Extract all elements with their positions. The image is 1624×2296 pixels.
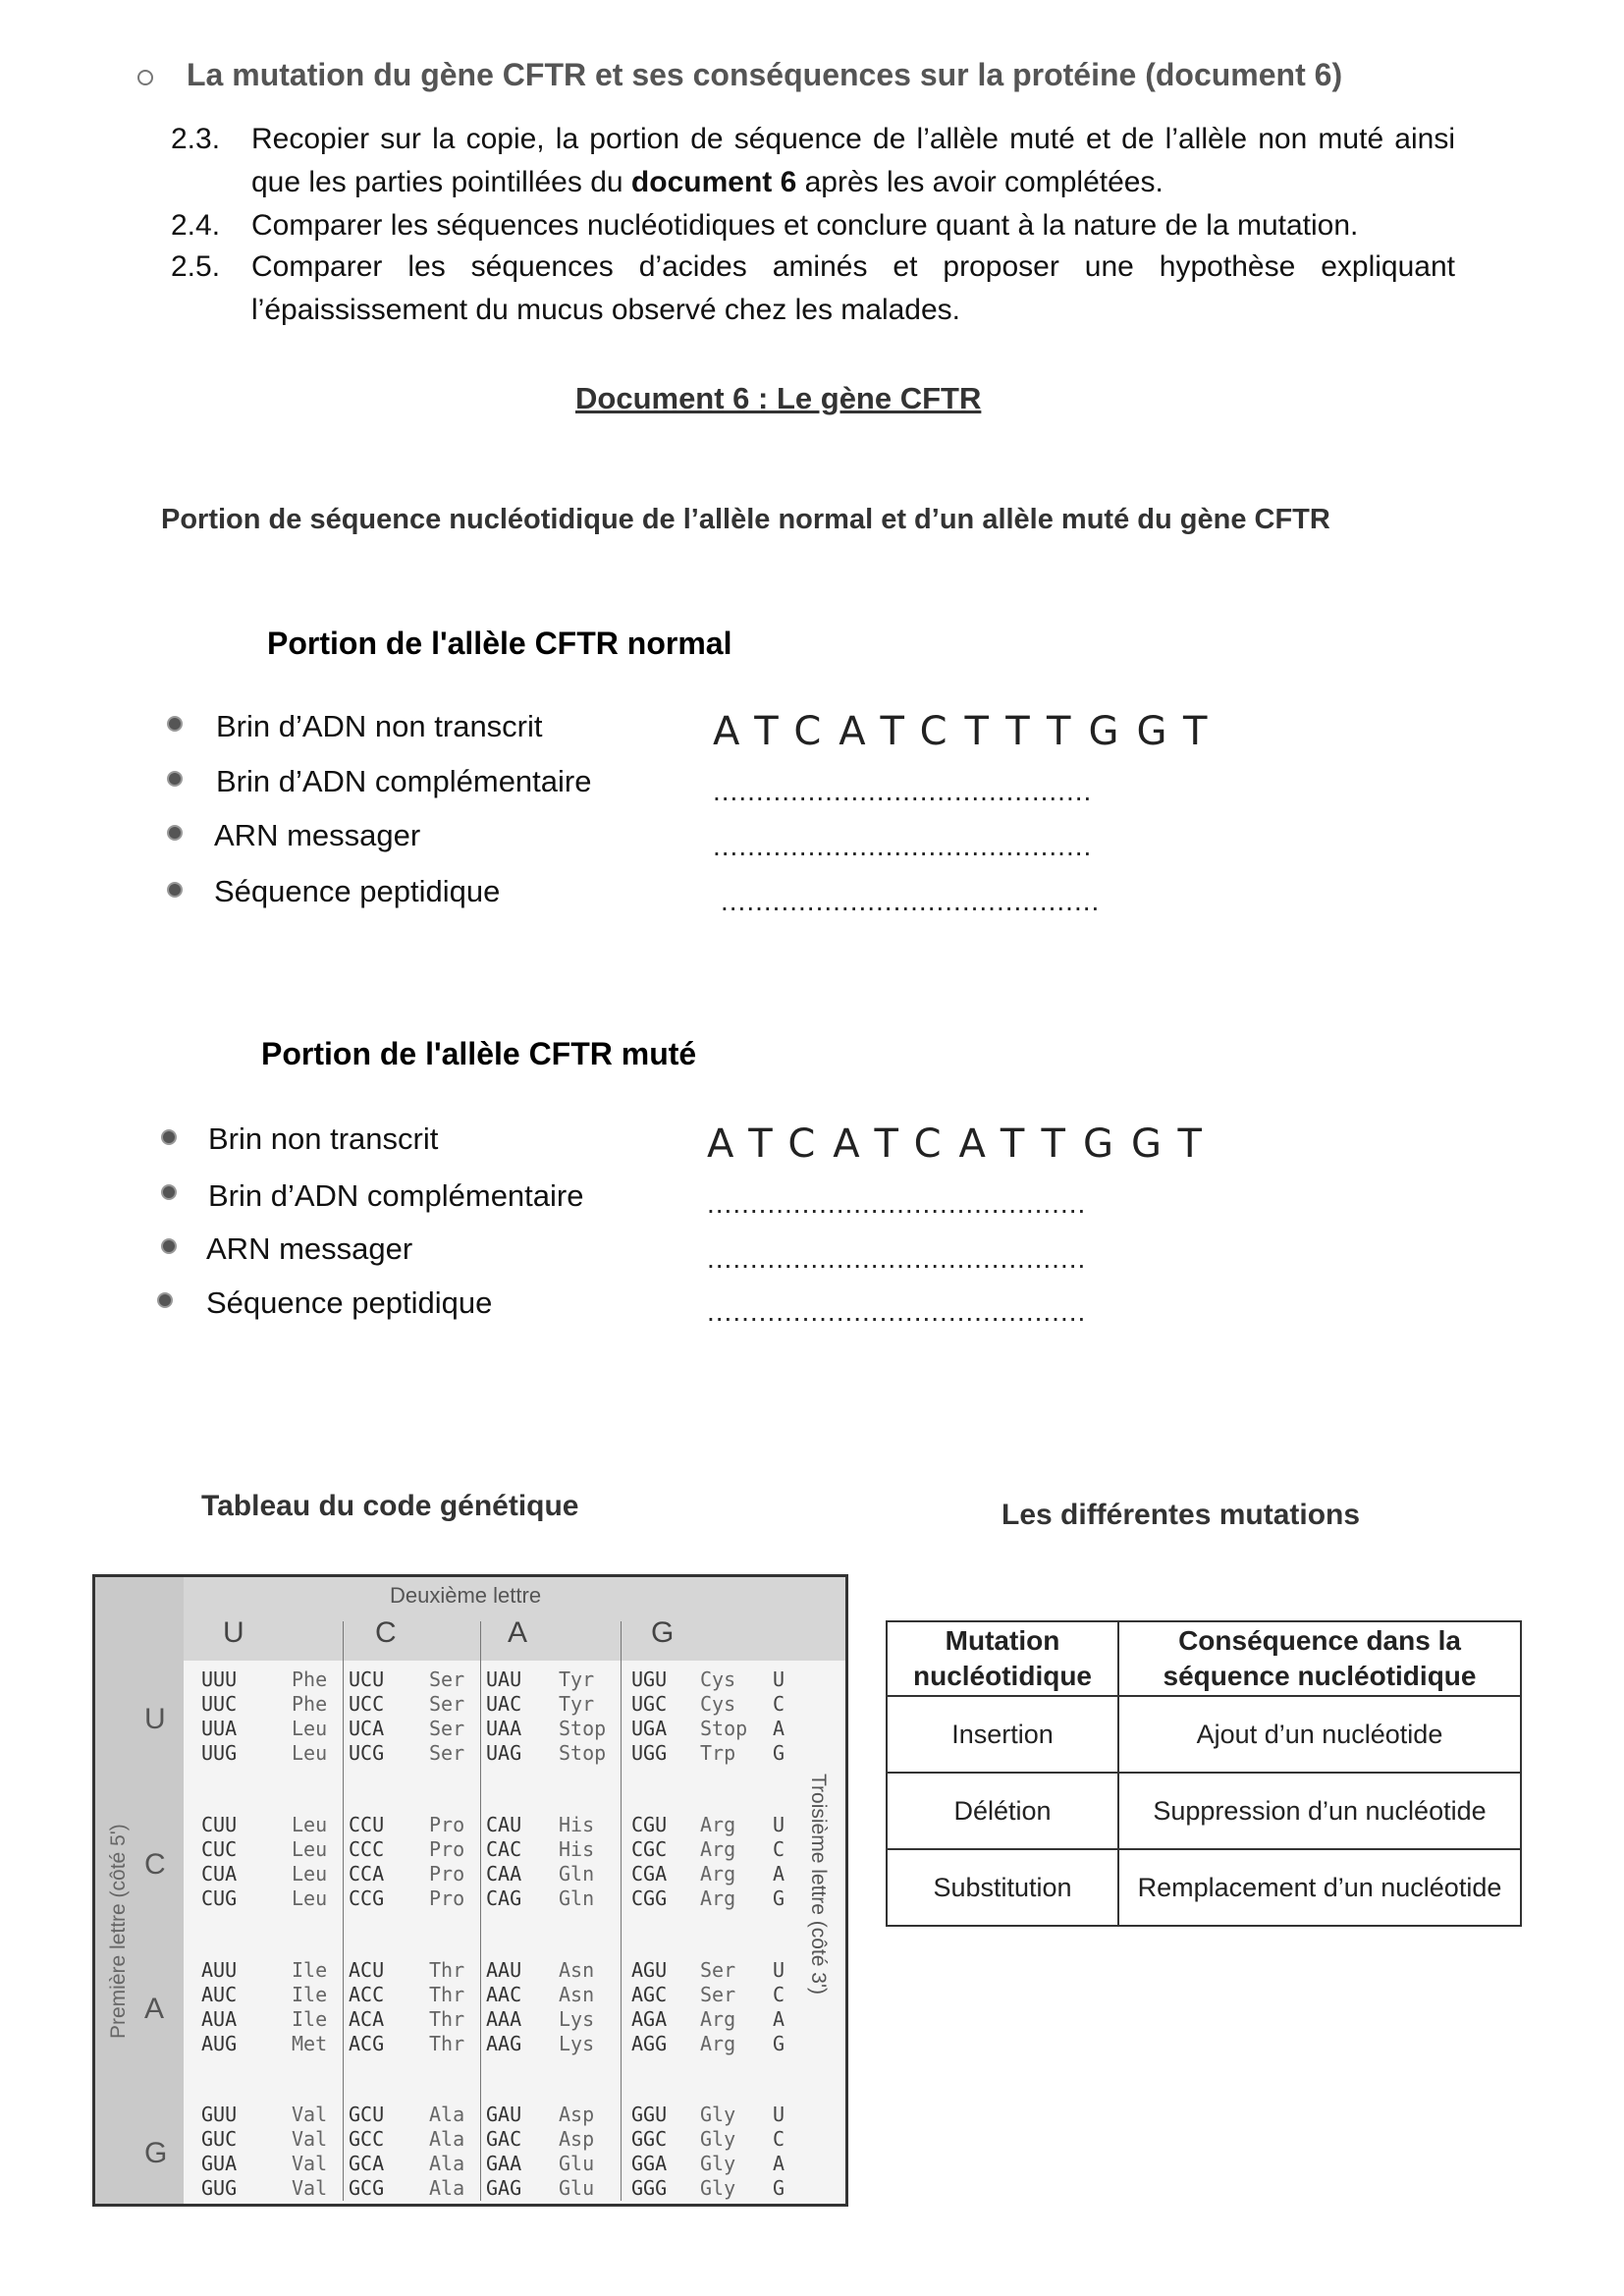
third-letter-list: U C A G [773,1958,785,2055]
mutated-allele-title: Portion de l'allèle CFTR muté [261,1036,697,1071]
amino-acid-list: Cys Cys Stop Trp [700,1667,748,1765]
mutated-row-label: Séquence peptidique [206,1285,493,1320]
codon-list: GCU GCC GCA GCG [349,2103,385,2200]
codon-list: AAU AAC AAA AAG [486,1958,522,2055]
first-letter-g: G [144,2137,168,2169]
codon-list: GAU GAC GAA GAG [486,2103,522,2200]
question-text: Comparer les séquences nucléotidiques et conclure quant à la nature de la mutation. [251,209,1359,242]
third-letter-label: Troisième lettre (côté 3') [807,1774,830,1995]
bullet-icon [137,70,153,85]
question-number: 2.3. [171,123,221,155]
third-letter-list: U C A G [773,1813,785,1910]
question-2-5 [171,246,1457,332]
mutation-consequence: Ajout d’un nucléotide [1118,1696,1521,1773]
mutations-table [886,1620,1522,1927]
question-text-b: après les avoir complétées. [796,166,1164,198]
codon-list: AGU AGC AGA AGG [631,1958,668,2055]
question-text: Comparer les séquences d’acides aminés et proposer une hypothèse expliquant l’épaississement du mucus observé chez les malades. [251,250,1455,326]
document-subtitle: Portion de séquence nucléotidique de l’allèle normal et d’un allèle muté du gène CFTR [161,504,1330,535]
question-text [251,118,1455,204]
normal-row-label: Brin d’ADN complémentaire [216,764,592,798]
codon-list: ACU ACC ACA ACG [349,1958,385,2055]
question-text-bold: document 6 [630,166,797,198]
codon-list: UAU UAC UAA UAG [486,1667,522,1765]
genetic-code-table [92,1574,848,2207]
second-letter-label: Deuxième lettre [390,1583,542,1608]
mutation-type: Insertion [887,1696,1118,1773]
second-letter-a: A [508,1616,528,1649]
genetic-code-title: Tableau du code génétique [201,1490,579,1522]
amino-acid-list: Gly Gly Gly Gly [700,2103,736,2200]
amino-acid-list: Arg Arg Arg Arg [700,1813,736,1910]
mutated-row-label: Brin non transcrit [208,1121,439,1156]
question-number: 2.5. [171,250,221,283]
normal-sequence: ATCATCTTTGGT [713,709,1225,754]
mutation-consequence: Suppression d’un nucléotide [1118,1773,1521,1849]
amino-acid-list: Asp Asp Glu Glu [559,2103,595,2200]
mutation-type: Délétion [887,1773,1118,1849]
bullet-icon [161,1129,177,1145]
codon-list: UGU UGC UGA UGG [631,1667,668,1765]
column-divider [480,1621,481,2201]
amino-acid-list: Asn Asn Lys Lys [559,1958,595,2055]
bullet-icon [157,1292,173,1308]
second-letter-c: C [375,1616,397,1649]
normal-row-label: Brin d’ADN non transcrit [216,709,543,743]
amino-acid-list: His His Gln Gln [559,1813,595,1910]
amino-acid-list: Tyr Tyr Stop Stop [559,1667,607,1765]
first-letter-u: U [144,1703,166,1735]
table-row [887,1849,1521,1926]
amino-acid-list: Ile Ile Ile Met [292,1958,328,2055]
table-row [887,1773,1521,1849]
mutation-consequence: Remplacement d’un nucléotide [1118,1849,1521,1926]
document-title: Document 6 : Le gène CFTR [575,381,982,415]
mutated-row-label: ARN messager [206,1231,413,1266]
normal-row-label: ARN messager [214,818,421,852]
amino-acid-list: Phe Phe Leu Leu [292,1667,328,1765]
codon-list: GGU GGC GGA GGG [631,2103,668,2200]
fill-in-dots: ............................................ [713,776,1093,806]
bullet-icon [161,1184,177,1200]
column-header: Mutation nucléotidique [887,1621,1118,1696]
column-divider [343,1621,344,2201]
normal-row-label: Séquence peptidique [214,874,501,908]
codon-list: CCU CCC CCA CCG [349,1813,385,1910]
first-letter-c: C [144,1848,166,1881]
table-row [887,1696,1521,1773]
normal-allele-title: Portion de l'allèle CFTR normal [267,626,732,661]
codon-list: UCU UCC UCA UCG [349,1667,385,1765]
table-header-row [887,1621,1521,1696]
fill-in-dots: ............................................ [721,886,1101,916]
bullet-icon [167,825,183,841]
amino-acid-list: Ser Ser Arg Arg [700,1958,736,2055]
bullet-icon [161,1238,177,1254]
mutation-type: Substitution [887,1849,1118,1926]
question-number: 2.4. [171,209,221,242]
column-divider [621,1621,622,2201]
fill-in-dots: ............................................ [707,1243,1087,1274]
question-2-3 [171,118,1457,198]
bullet-icon [167,716,183,732]
mutated-row-label: Brin d’ADN complémentaire [208,1178,584,1213]
codon-list: UUU UUC UUA UUG [201,1667,238,1765]
amino-acid-list: Leu Leu Leu Leu [292,1813,328,1910]
section-title-text: La mutation du gène CFTR et ses conséquences sur la protéine (document 6) [187,57,1343,92]
bullet-icon [167,771,183,787]
mutated-sequence: ATCATCATTGGT [707,1121,1219,1167]
amino-acid-list: Pro Pro Pro Pro [429,1813,465,1910]
fill-in-dots: ............................................ [707,1296,1087,1327]
mutations-title: Les différentes mutations [1001,1499,1361,1531]
amino-acid-list: Val Val Val Val [292,2103,328,2200]
codon-list: CAU CAC CAA CAG [486,1813,522,1910]
bullet-icon [167,882,183,898]
second-letter-u: U [223,1616,244,1649]
codon-list: GUU GUC GUA GUG [201,2103,238,2200]
fill-in-dots: ............................................ [707,1188,1087,1219]
section-title [137,57,1342,93]
third-letter-list: U C A G [773,1667,785,1765]
amino-acid-list: Ala Ala Ala Ala [429,2103,465,2200]
second-letter-g: G [651,1616,675,1649]
codon-list: AUU AUC AUA AUG [201,1958,238,2055]
amino-acid-list: Ser Ser Ser Ser [429,1667,465,1765]
third-letter-list: U C A G [773,2103,785,2200]
column-header: Conséquence dans la séquence nucléotidique [1118,1621,1521,1696]
first-letter-label: Première lettre (côté 5') [107,1824,130,2039]
codon-list: CGU CGC CGA CGG [631,1813,668,1910]
question-text-a: Recopier sur la copie, la portion de séquence de l’allèle muté et de l’allèle non muté ainsi que les parties pointillées du [251,123,1455,198]
fill-in-dots: ............................................ [713,831,1093,861]
codon-list: CUU CUC CUA CUG [201,1813,238,1910]
first-letter-a: A [144,1993,165,2025]
amino-acid-list: Thr Thr Thr Thr [429,1958,465,2055]
question-2-4 [171,204,1457,247]
